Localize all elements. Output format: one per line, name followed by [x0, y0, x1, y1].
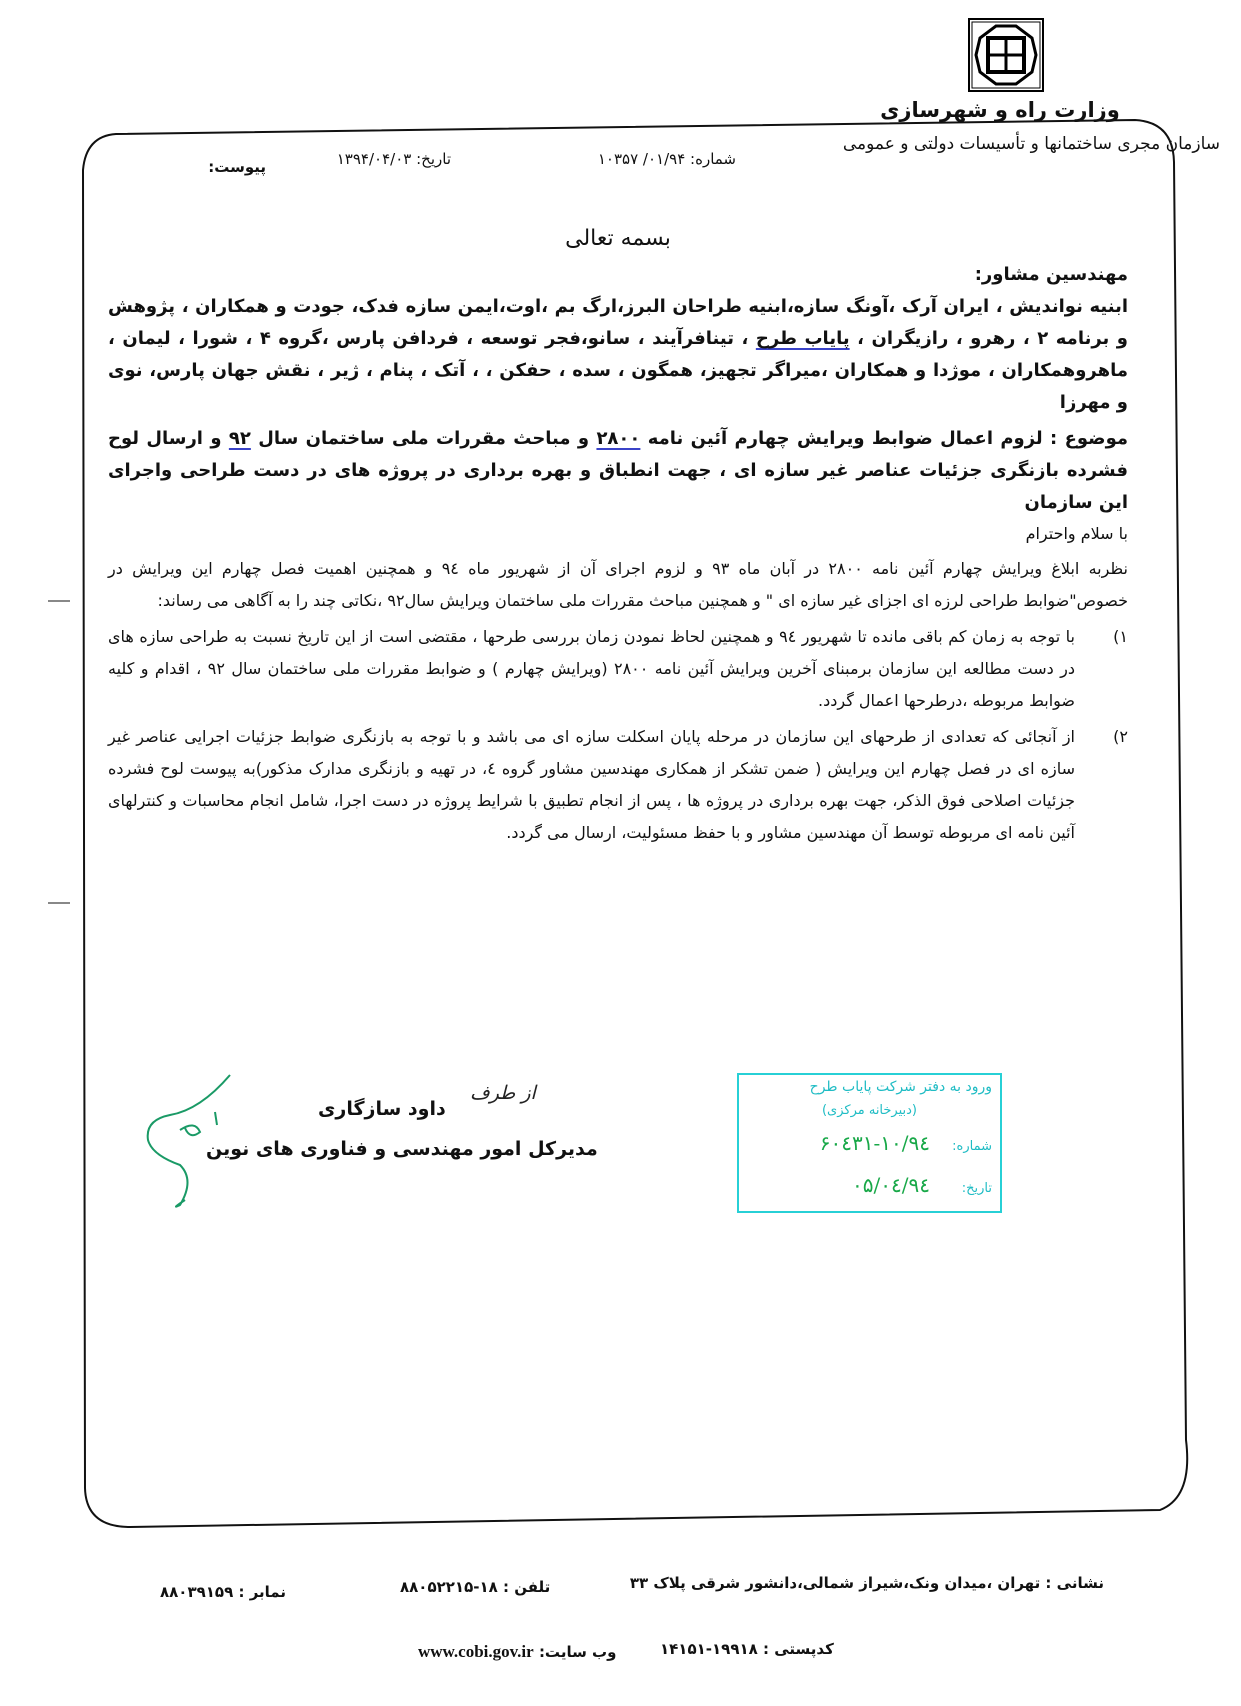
letter-number-label: شماره:	[690, 150, 736, 168]
stamp-number-label: شماره:	[952, 1139, 992, 1154]
subject-part-1: موضوع : لزوم اعمال ضوابط ویرایش چهارم آئین نامه	[640, 428, 1128, 449]
stamp-number-row	[747, 1131, 992, 1161]
subject-number-2800: ۲۸۰۰	[596, 428, 641, 449]
footer-website	[418, 1642, 616, 1662]
footer-website-label: وب سایت:	[538, 1643, 617, 1661]
stamp-date-value: ۹٤/۰٤/۰۵	[852, 1173, 930, 1197]
item-text: از آنجائی که تعدادی از طرحهای این سازمان در مرحله پایان اسکلت سازه ای می باشد و با توجه به بازنگری ضوابط جزئیات اجرایی عناصر غیر سازه ای در فصل چهارم این ویرایش ( ضمن تشکر از همکاری مهندسین مشاور گروه ٤، در تهیه و بازنگری مدارک مذکور)به پیوست لوح فشرده جزئیات اصلاحی فوق الذکر، جهت بهره برداری در پروژه ها ، پس از انجام تطبیق با شرایط پروژه در دست اجرا، شامل انجام محاسبات و کنترلهای آئین نامه ای مربوطه توسط آن مهندسین مشاور و با حفظ مسئولیت، ارسال می گردد.	[108, 727, 1075, 842]
subject-line	[108, 423, 1128, 519]
margin-mark	[48, 600, 70, 602]
recipients-highlighted: پایاب طرح	[755, 328, 850, 349]
footer-postal-code: کدپستی : ۱۹۹۱۸-۱۴۱۵۱	[660, 1640, 834, 1658]
letter-number-value: ۰۱/۹۴/ ۱۰۳۵۷	[597, 150, 686, 168]
recipients-text-after: ، تینافرآیند ، سانو،فجر توسعه ، فردافن پارس ،گروه ۴ ، شورا ، لیمان ، ماهروهمکاران ، موژدا و همکاران ،میراگر تجهیز، همگون ، سده ، حفکن ، ، آتک ، پنام ، ژیر ، نقش جهان پارس، نوی و مهرزا	[108, 328, 1128, 413]
stamp-number-value: ۱۰/۹٤-۶۰٤۳۱	[819, 1131, 930, 1155]
recipients-text-before: ابنیه نواندیش ، ایران آرک ،آونگ سازه،ابنیه طراحان البرز،ارگ بم ،اوت،ایمن سازه فدک، جودت و همکاران ، پژوهش و برنامه ۲ ، رهرو ، رازیگران ،	[108, 296, 1128, 349]
letter-body	[108, 226, 1128, 849]
stamp-date-row	[747, 1173, 992, 1203]
basmala-heading: بسمه تعالی	[565, 226, 671, 251]
numbered-item	[108, 621, 1128, 717]
item-number: ۱)	[1113, 627, 1128, 646]
signatory-name: داود سازگاری	[318, 1098, 446, 1120]
recipients-title: مهندسین مشاور:	[974, 264, 1128, 285]
letter-number	[598, 150, 736, 168]
organization-name: سازمان مجری ساختمانها و تأسیسات دولتی و عمومی	[842, 134, 1220, 154]
stamp-date-label: تاریخ:	[961, 1181, 992, 1196]
subject-year-92: ۹۲	[228, 428, 251, 449]
footer-fax: نمابر : ۸۸۰۳۹۱۵۹	[160, 1583, 286, 1601]
ministry-logo-icon	[968, 18, 1044, 92]
footer-address: نشانی : تهران ،میدان ونک،شیراز شمالی،دانشور شرقی پلاک ۳۳	[629, 1574, 1104, 1592]
receipt-stamp	[737, 1073, 1002, 1213]
recipients-list	[108, 291, 1128, 419]
intro-paragraph: نظربه ابلاغ ویرایش چهارم آئین نامه ۲۸۰۰ در آبان ماه ۹۳ و لزوم اجرای آن از شهریور ماه ۹٤ و همچنین اهمیت فصل چهارم این ویرایش در خصوص"ضوابط طراحی لرزه ای اجزای غیر سازه ای " و همچنین مباحث مقررات ملی ساختمان ویرایش سال۹۲ ،نکاتی چند را به آگاهی می رساند:	[108, 559, 1129, 610]
item-number: ۲)	[1113, 727, 1128, 746]
margin-mark	[48, 902, 70, 904]
footer-phone: تلفن : ۱۸-۸۸۰۵۲۲۱۵	[400, 1578, 551, 1596]
ministry-name: وزارت راه و شهرسازی	[880, 98, 1120, 122]
signatory-title: مدیرکل امور مهندسی و فناوری های نوین	[206, 1138, 598, 1160]
letter-date	[337, 150, 451, 168]
stamp-line-1: ورود به دفتر شرکت پایاب طرح	[809, 1079, 992, 1095]
letter-date-label: تاریخ:	[416, 150, 451, 168]
attachment-label: پیوست:	[208, 158, 266, 176]
signature-on-behalf-note: از طرف	[470, 1082, 536, 1104]
letter-date-value: ۱۳۹۴/۰۴/۰۳	[336, 150, 412, 168]
subject-part-2: و مباحث مقررات ملی ساختمان سال	[250, 428, 597, 449]
numbered-item	[108, 721, 1128, 849]
stamp-line-2: (دبیرخانه مرکزی)	[821, 1103, 918, 1118]
greeting: با سلام واحترام	[1025, 524, 1128, 543]
item-text: با توجه به زمان کم باقی مانده تا شهریور ۹٤ و همچنین لحاظ نمودن زمان بررسی طرحها ، مقتضی است از این تاریخ نسبت به طراحی سازه های در دست مطالعه این سازمان برمبنای آخرین ویرایش آئین نامه ۲۸۰۰ (ویرایش چهارم ) و ضوابط مقررات ملی ساختمان سال ۹۲ ، اقدام و کلیه ضوابط مربوطه ،درطرحها اعمال گردد.	[108, 627, 1076, 710]
footer-website-link[interactable]: www.cobi.gov.ir	[418, 1642, 534, 1661]
subject-part-3: و ارسال لوح فشرده بازنگری جزئیات عناصر غیر سازه ای ، جهت انطباق و بهره برداری در پروژه های در دست طراحی واجرای این سازمان	[108, 428, 1128, 513]
